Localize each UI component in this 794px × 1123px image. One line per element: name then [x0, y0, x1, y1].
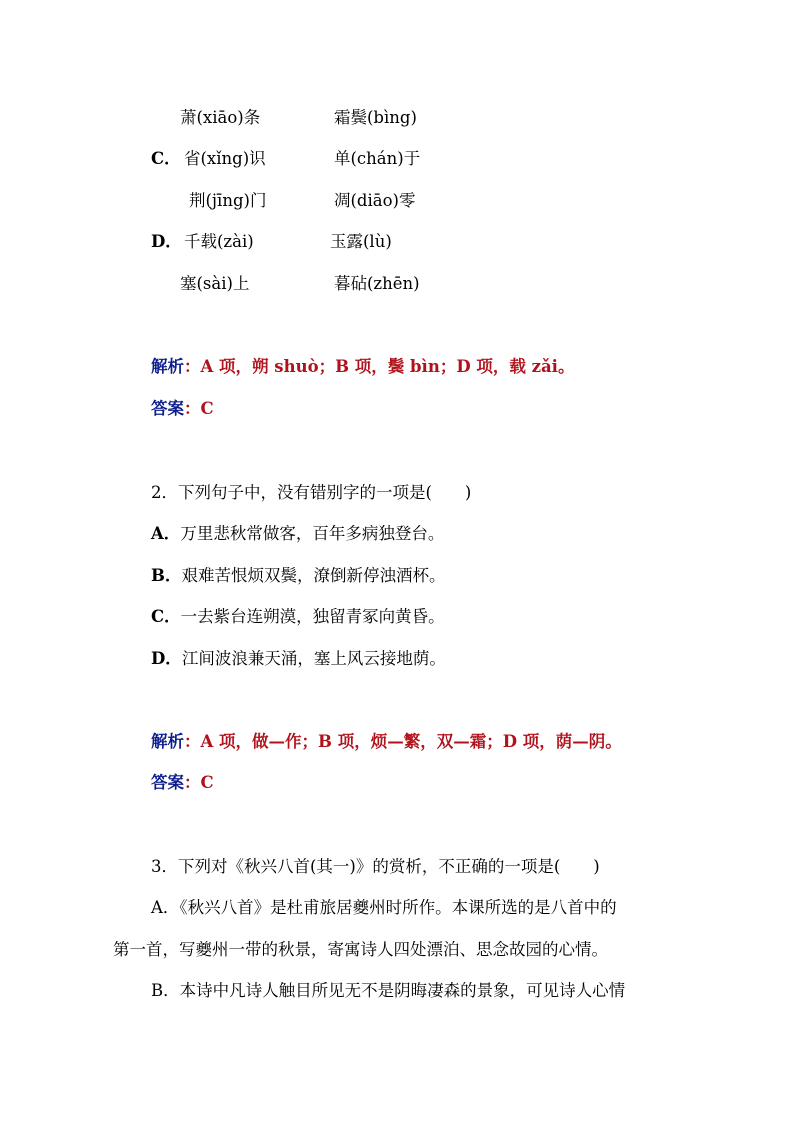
option-letter: B．	[151, 566, 182, 585]
q1-answer	[151, 399, 214, 419]
option-letter: C．	[151, 607, 181, 626]
q1-row-b2-right: 霜鬓(bìng)	[334, 108, 417, 127]
option-text: 艰难苦恨烦双鬓，潦倒新停浊酒杯。	[181, 566, 446, 585]
q2-option-d	[151, 649, 446, 669]
analysis-label: 解析	[151, 357, 184, 376]
q1-option-d-right: 玉露(lù)	[330, 232, 392, 251]
q2-option-a	[151, 524, 444, 544]
q1-row-b2-left: 萧(xiāo)条	[180, 108, 261, 127]
option-text: 江间波浪兼天涌，塞上风云接地荫。	[181, 649, 446, 668]
q1-option-c-left: 省(xǐng)识	[184, 149, 266, 168]
q1-row-c2-left: 荆(jīng)门	[189, 191, 267, 210]
q1-option-c-right: 单(chán)于	[334, 149, 421, 168]
option-text: 万里悲秋常做客，百年多病独登台。	[180, 524, 445, 543]
option-text: 一去紫台连朔漠，独留青冢向黄昏。	[180, 607, 445, 626]
q1-row-d2-right: 暮砧(zhēn)	[334, 274, 420, 293]
q3-option-a-line1: A．《秋兴八首》是杜甫旅居夔州时所作。本课所选的是八首中的	[151, 898, 617, 917]
answer-label: 答案	[151, 773, 184, 792]
q1-option-d-left: 千载(zài)	[184, 232, 254, 251]
answer-label: 答案	[151, 399, 184, 418]
q3-option-b-line1: B．本诗中凡诗人触目所见无不是阴晦凄森的景象，可见诗人心情	[151, 981, 626, 1000]
q1-analysis	[151, 357, 574, 377]
q2-option-c	[151, 607, 445, 627]
option-letter: A．	[151, 524, 181, 543]
q3-option-a-line2: 第一首，写夔州一带的秋景，寄寓诗人四处漂泊、思念故园的心情。	[113, 940, 608, 959]
q2-answer	[151, 773, 214, 793]
q2-stem: 2．下列句子中，没有错别字的一项是( )	[151, 483, 472, 502]
answer-text: ：C	[184, 399, 214, 418]
option-letter: D．	[151, 649, 182, 668]
q2-analysis	[151, 732, 622, 752]
q3-stem: 3．下列对《秋兴八首(其一)》的赏析，不正确的一项是( )	[151, 857, 600, 876]
q1-option-c-letter: C．	[151, 149, 181, 168]
q1-row-c2-right: 凋(diāo)零	[334, 191, 416, 210]
q1-row-d2-left: 塞(sài)上	[180, 274, 250, 293]
analysis-text: ：A 项，朔 shuò；B 项，鬓 bìn；D 项，载 zǎi。	[184, 357, 575, 376]
analysis-text: ：A 项，做—作；B 项，烦—繁，双—霜；D 项，荫—阴。	[184, 732, 622, 751]
answer-text: ：C	[184, 773, 214, 792]
q1-option-d-letter: D．	[151, 232, 182, 251]
analysis-label: 解析	[151, 732, 184, 751]
q2-option-b	[151, 566, 445, 586]
